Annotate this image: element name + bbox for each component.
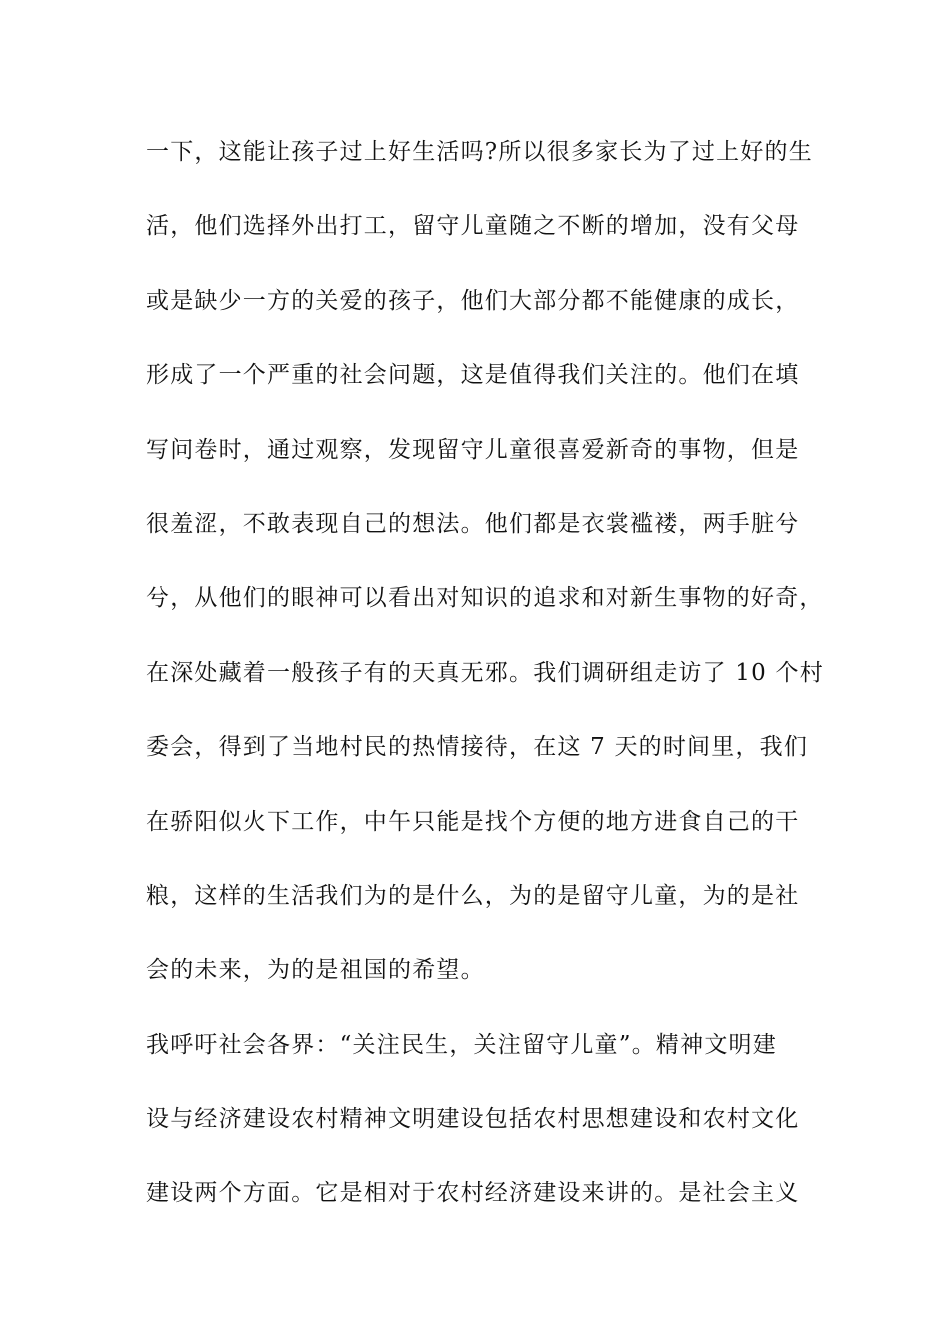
text-line-14: 设与经济建设农村精神文明建设包括农村思想建设和农村文化 <box>146 1106 800 1133</box>
text-line-7: 兮，从他们的眼神可以看出对知识的追求和对新生事物的好奇， <box>146 585 824 612</box>
text-line-12: 会的未来，为的是祖国的希望。 <box>146 957 485 984</box>
text-line-6: 很羞涩，不敢表现自己的想法。他们都是衣裳褴褛，两手脏兮 <box>146 510 800 537</box>
body-text <box>146 132 846 1248</box>
text-line-5: 写问卷时，通过观察，发现留守儿童很喜爱新奇的事物，但是 <box>146 436 800 463</box>
text-line-1: 一下，这能让孩子过上好生活吗?所以很多家长为了过上好的生 <box>146 139 813 165</box>
text-line-9: 委会，得到了当地村民的热情接待，在这 7 天的时间里，我们 <box>146 734 809 761</box>
text-line-8: 在深处藏着一般孩子有的天真无邪。我们调研组走访了 10 个村 <box>146 659 824 686</box>
text-line-3: 或是缺少一方的关爱的孩子，他们大部分都不能健康的成长， <box>146 287 800 314</box>
text-line-2: 活，他们选择外出打工，留守儿童随之不断的增加，没有父母 <box>146 213 800 240</box>
text-line-10: 在骄阳似火下工作，中午只能是找个方便的地方进食自己的干 <box>146 808 800 835</box>
text-line-15: 建设两个方面。它是相对于农村经济建设来讲的。是社会主义 <box>146 1180 800 1207</box>
text-line-13: 我呼吁社会各界：“关注民生，关注留守儿童”。精神文明建 <box>146 1031 777 1058</box>
text-line-11: 粮，这样的生活我们为的是什么，为的是留守儿童，为的是社 <box>146 882 800 909</box>
text-line-4: 形成了一个严重的社会问题，这是值得我们关注的。他们在填 <box>146 362 800 389</box>
